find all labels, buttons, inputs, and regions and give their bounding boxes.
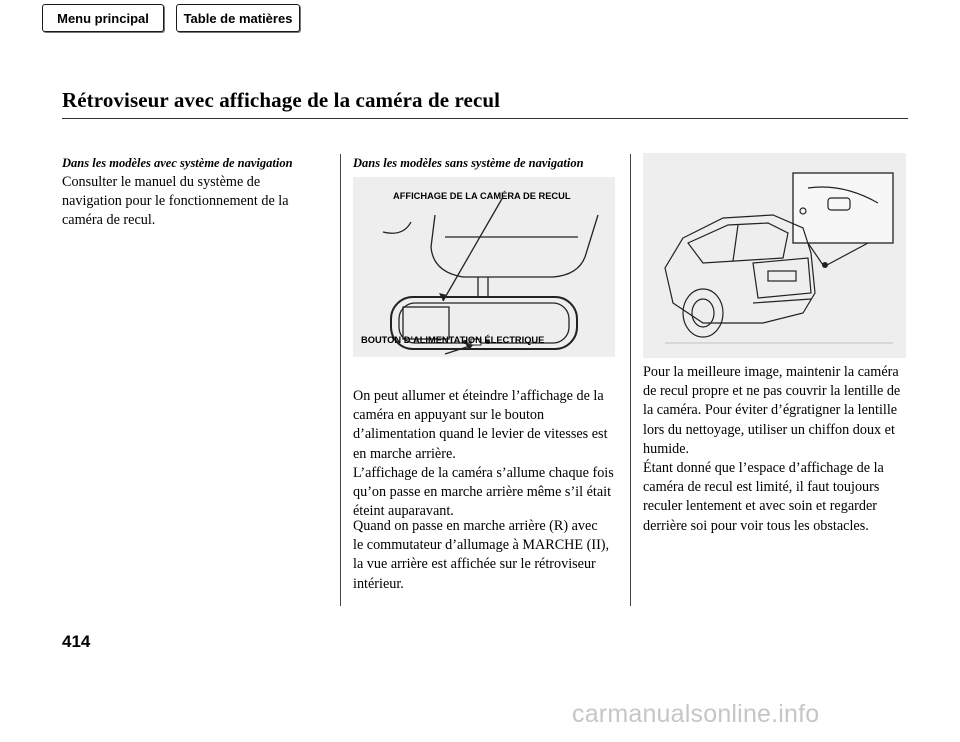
text-line: On peut allumer et éteindre l’affichage de la: [353, 388, 604, 404]
mirror-illustration: [353, 177, 615, 357]
text-line: Pour la meilleure image, maintenir la caméra: [643, 364, 899, 380]
text-line: L’affichage de la caméra s’allume chaque fois: [353, 464, 614, 481]
left-body: [62, 173, 289, 231]
text-line: Étant donné que l’espace d’affichage de la: [643, 460, 884, 476]
figure-label-power-button: BOUTON D’ALIMENTATION ÉLECTRIQUE: [361, 335, 545, 345]
middle-body-2: [353, 517, 609, 594]
text-line: humide.: [643, 440, 690, 457]
text-line: la vue arrière est affichée sur le rétroviseur: [353, 556, 596, 573]
car-rear-illustration: [643, 153, 906, 358]
mirror-figure: [353, 177, 615, 357]
column-divider-left: [340, 154, 341, 606]
text-line: Consulter le manuel du système de: [62, 174, 261, 190]
text-line: caméra de recul est limité, il faut toujours: [643, 479, 880, 496]
text-line: en marche arrière.: [353, 445, 456, 462]
text-line: caméra en appuyant sur le bouton: [353, 407, 545, 424]
figure-label-display: AFFICHAGE DE LA CAMÉRA DE RECUL: [393, 191, 571, 201]
page-title: Rétroviseur avec affichage de la caméra de recul: [62, 88, 501, 112]
page-number: 414: [62, 632, 91, 651]
text-line: d’alimentation quand le levier de vitesses est: [353, 426, 608, 443]
text-line: de recul propre et ne pas couvrir la lentille de: [643, 383, 901, 400]
text-line: navigation pour le fonctionnement de la: [62, 193, 289, 210]
watermark: carmanualsonline.info: [572, 700, 820, 728]
left-subhead: Dans les modèles avec système de navigation: [62, 156, 293, 170]
text-line: caméra de recul.: [62, 212, 156, 229]
text-line: qu’on passe en marche arrière même s’il était: [353, 484, 612, 501]
text-line: derrière soi pour voir tous les obstacles.: [643, 517, 869, 534]
right-body-2: [643, 459, 884, 536]
title-divider: [62, 118, 908, 119]
text-line: intérieur.: [353, 575, 404, 592]
table-of-contents-button[interactable]: Table de matières: [176, 4, 300, 32]
text-line: reculer lentement et avec soin et regarder: [643, 498, 877, 515]
text-line: la caméra. Pour éviter d’égratigner la lentille: [643, 402, 898, 419]
text-line: Quand on passe en marche arrière (R) avec: [353, 518, 598, 534]
middle-subhead: Dans les modèles sans système de navigation: [353, 156, 584, 170]
car-rear-figure: [643, 153, 906, 358]
text-line: lors du nettoyage, utiliser un chiffon doux et: [643, 421, 895, 438]
text-line: éteint auparavant.: [353, 503, 454, 520]
middle-body-1: [353, 387, 614, 521]
column-divider-right: [630, 154, 631, 606]
text-line: le commutateur d’allumage à MARCHE (II),: [353, 537, 610, 554]
main-menu-button[interactable]: Menu principal: [42, 4, 164, 32]
right-body-1: [643, 363, 900, 459]
